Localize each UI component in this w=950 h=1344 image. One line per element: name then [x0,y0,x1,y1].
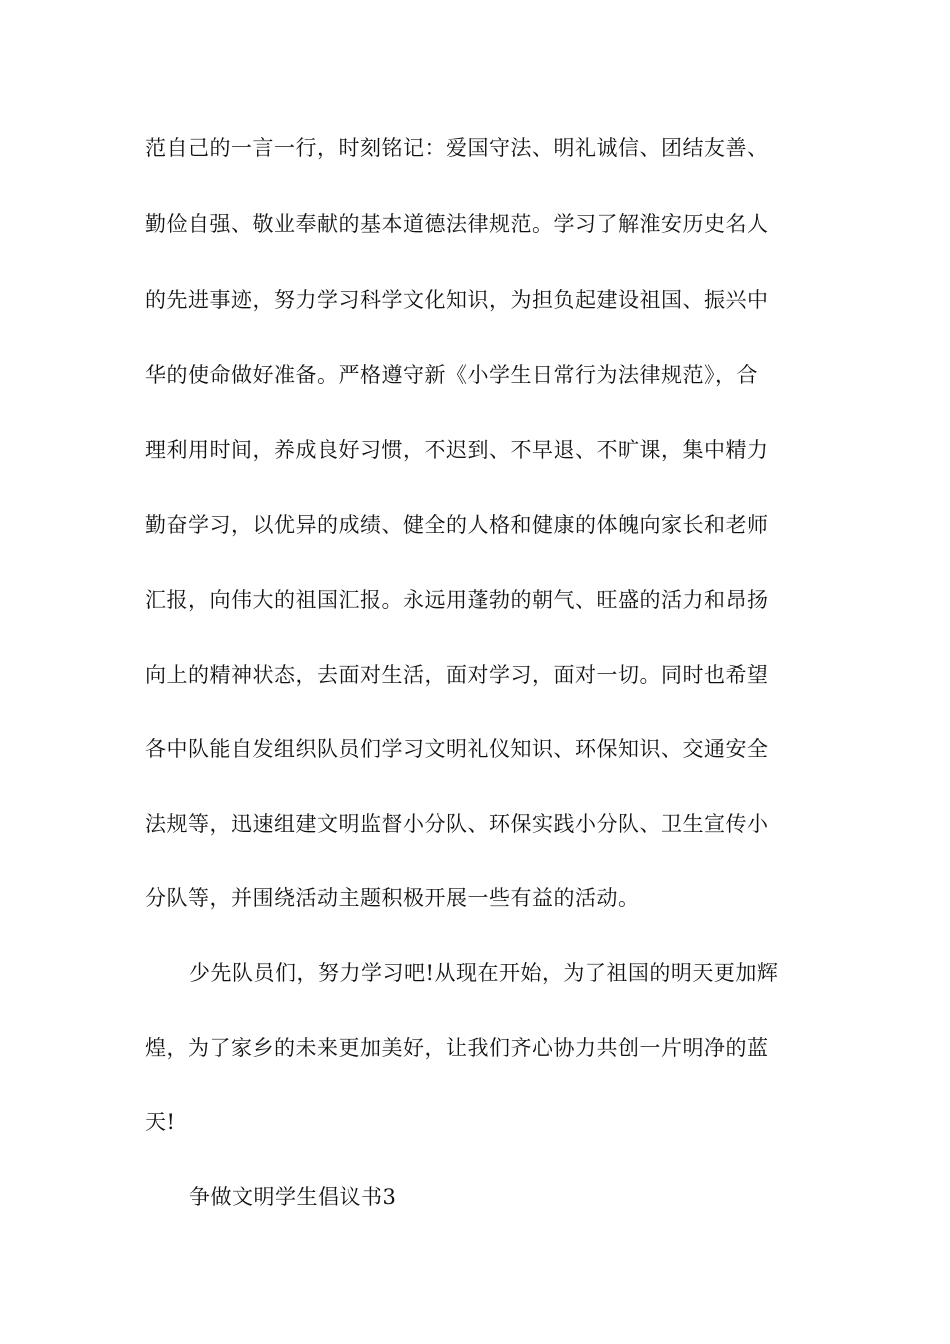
paragraph-1-line-8: 向上的精神状态，去面对生活，面对学习，面对一切。同时也希望 [145,663,769,687]
paragraph-1-line-4: 华的使命做好准备。严格遵守新《小学生日常行为法律规范》，合 [145,363,758,387]
paragraph-1-line-9: 各中队能自发组织队员们学习文明礼仪知识、环保知识、交通安全 [145,737,769,761]
section-heading: 争做文明学生倡议书3 [189,1185,397,1209]
paragraph-2-line-1: 少先队员们，努力学习吧!从现在开始，为了祖国的明天更加辉 [189,961,779,985]
paragraph-1-line-6: 勤奋学习，以优异的成绩、健全的人格和健康的体魄向家长和老师 [145,513,769,537]
paragraph-1-line-2: 勤俭自强、敬业奉献的基本道德法律规范。学习了解淮安历史名人 [145,212,769,236]
paragraph-1-line-10: 法规等，迅速组建文明监督小分队、环保实践小分队、卫生宣传小 [145,812,769,836]
paragraph-1-line-7: 汇报，向伟大的祖国汇报。永远用蓬勃的朝气、旺盛的活力和昂扬 [145,588,769,612]
paragraph-1-line-5: 理利用时间，养成良好习惯，不迟到、不早退、不旷课，集中精力 [145,438,769,462]
paragraph-2-line-3: 天! [145,1110,176,1134]
paragraph-1-line-11: 分队等，并围绕活动主题积极开展一些有益的活动。 [145,886,640,910]
paragraph-1-line-3: 的先进事迹，努力学习科学文化知识，为担负起建设祖国、振兴中 [145,288,769,312]
paragraph-1-line-1: 范自己的一言一行，时刻铭记：爱国守法、明礼诚信、团结友善、 [145,136,769,160]
paragraph-2-line-2: 煌，为了家乡的未来更加美好，让我们齐心协力共创一片明净的蓝 [145,1036,769,1060]
